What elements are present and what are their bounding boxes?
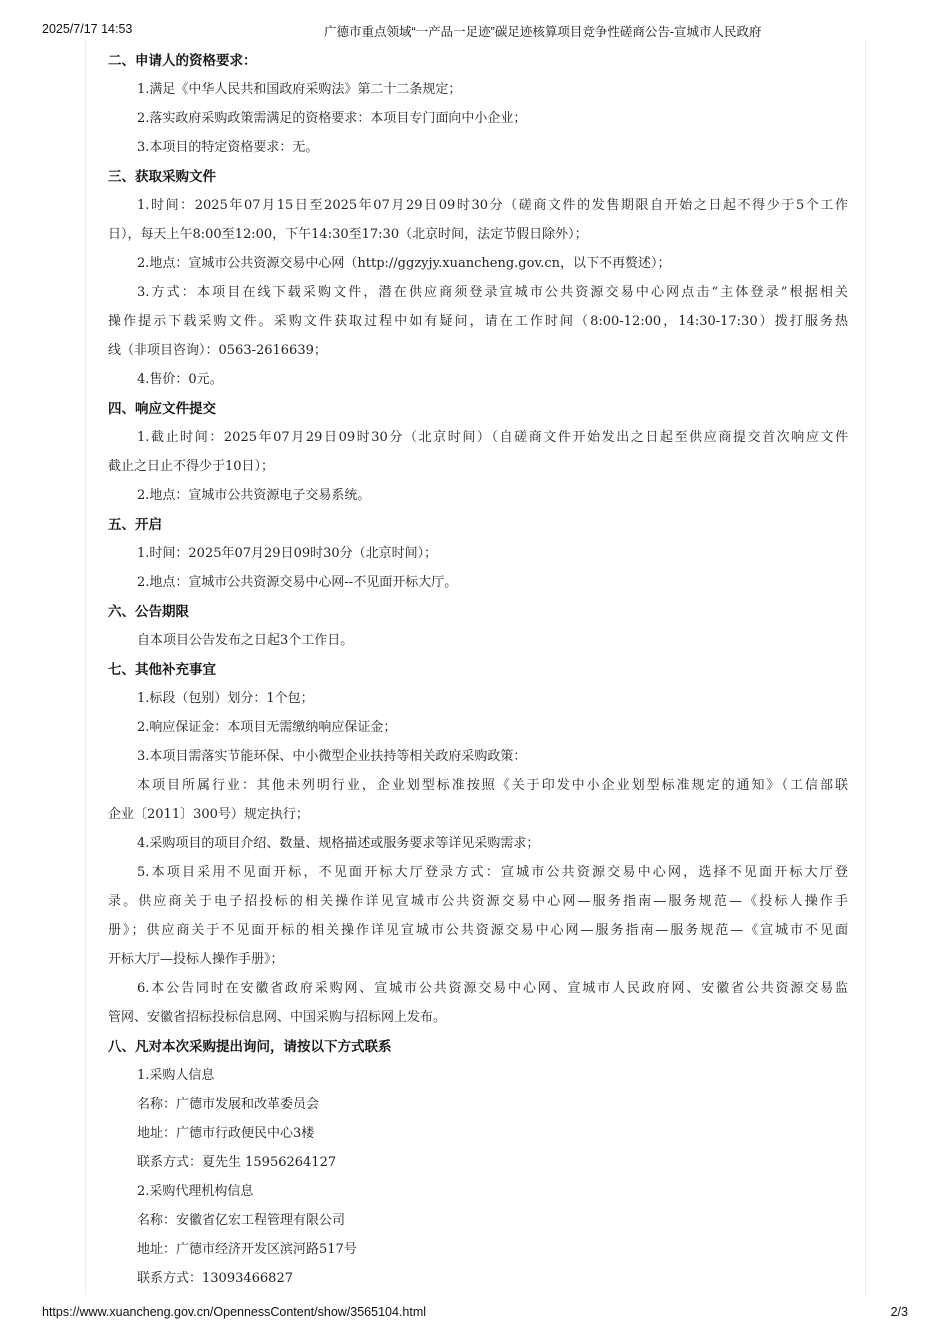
section-heading: 二、申请人的资格要求： <box>108 53 257 69</box>
paragraph-line: 开标大厅—投标人操作手册》； <box>108 952 284 967</box>
paragraph-line: 2.地点：宣城市公共资源交易中心网（http://ggzyjy.xuancheng.gov.cn，以下不再赘述）； <box>137 256 671 271</box>
paragraph-line: 2.采购代理机构信息 <box>137 1184 254 1199</box>
section-heading: 八、凡对本次采购提出询问，请按以下方式联系 <box>108 1039 392 1055</box>
paragraph-line: 录。供应商关于电子招投标的相关操作详见宣城市公共资源交易中心网—服务指南—服务规范—《投标人操作手 <box>108 894 848 909</box>
paragraph-line: 截止之日止不得少于10日）； <box>108 459 275 474</box>
paragraph-line: 1.时间：2025年07月15日至2025年07月29日09时30分（磋商文件的发售期限自开始之日起不得少于5个工作 <box>137 198 848 213</box>
paragraph-line: 3.本项目的特定资格要求：无。 <box>137 140 319 155</box>
paragraph-line: 自本项目公告发布之日起3个工作日。 <box>137 633 354 648</box>
paragraph-line: 2.响应保证金：本项目无需缴纳响应保证金； <box>137 720 397 735</box>
paragraph-line: 2.地点：宣城市公共资源电子交易系统。 <box>137 488 371 503</box>
paragraph-line: 企业〔2011〕300号）规定执行； <box>108 807 309 822</box>
paragraph-line: 名称：广德市发展和改革委员会 <box>137 1097 320 1112</box>
paragraph-line: 2.地点：宣城市公共资源交易中心网--不见面开标大厅。 <box>137 575 458 590</box>
section-heading: 四、响应文件提交 <box>108 401 216 417</box>
page-number: 2/3 <box>890 1305 908 1319</box>
paragraph-line: 线（非项目咨询）：0563-2616639； <box>108 343 327 358</box>
paragraph-line: 地址：广德市经济开发区滨河路517号 <box>137 1242 357 1257</box>
paragraph-line: 本项目所属行业：其他未列明行业，企业划型标准按照《关于印发中小企业划型标准规定的通知》（工信部联 <box>137 778 848 793</box>
paragraph-line: 2.落实政府采购政策需满足的资格要求：本项目专门面向中小企业； <box>137 111 527 126</box>
paragraph-line: 日），每天上午8:00至12:00，下午14:30至17:30（北京时间，法定节假日除外）； <box>108 227 588 242</box>
paragraph-line: 地址：广德市行政便民中心3楼 <box>137 1126 315 1141</box>
print-header <box>42 22 908 40</box>
paragraph-line: 操作提示下载采购文件。采购文件获取过程中如有疑问，请在工作时间（8:00-12:00，14:30-17:30）拨打服务热 <box>108 314 848 329</box>
paragraph-line: 3.本项目需落实节能环保、中小微型企业扶持等相关政府采购政策： <box>137 749 527 764</box>
print-footer <box>42 1305 908 1323</box>
section-heading: 七、其他补充事宜 <box>108 662 216 678</box>
paragraph-line: 5.本项目采用不见面开标，不见面开标大厅登录方式：宣城市公共资源交易中心网，选择不见面开标大厅登 <box>137 865 848 880</box>
paragraph-line: 3.方式：本项目在线下载采购文件，潜在供应商须登录宣城市公共资源交易中心网点击“主体登录”根据相关 <box>137 285 848 300</box>
section-heading: 五、开启 <box>108 517 162 533</box>
paragraph-line: 联系方式：夏先生 15956264127 <box>137 1155 337 1170</box>
paragraph-line: 4.售价：0元。 <box>137 372 223 387</box>
paragraph-line: 管网、安徽省招标投标信息网、中国采购与招标网上发布。 <box>108 1010 447 1025</box>
paragraph-line: 册》；供应商关于不见面开标的相关操作详见宣城市公共资源交易中心网—服务指南—服务规范—《宣城市不见面 <box>108 923 848 938</box>
print-date: 2025/7/17 14:53 <box>42 22 133 36</box>
section-heading: 三、获取采购文件 <box>108 169 216 185</box>
paragraph-line: 1.标段（包别）划分：1个包； <box>137 691 314 706</box>
paragraph-line: 4.采购项目的项目介绍、数量、规格描述或服务要求等详见采购需求； <box>137 836 540 851</box>
announcement-content <box>108 47 848 1294</box>
paragraph-line: 名称：安徽省亿宏工程管理有限公司 <box>137 1213 346 1228</box>
section-heading: 六、公告期限 <box>108 604 189 620</box>
paragraph-line: 1.采购人信息 <box>137 1068 215 1083</box>
paragraph-line: 6.本公告同时在安徽省政府采购网、宣城市公共资源交易中心网、宣城市人民政府网、安徽省公共资源交易监 <box>137 981 848 996</box>
paragraph-line: 1.满足《中华人民共和国政府采购法》第二十二条规定； <box>137 82 462 97</box>
paragraph-line: 1.截止时间：2025年07月29日09时30分（北京时间）（自磋商文件开始发出之日起至供应商提交首次响应文件 <box>137 430 848 445</box>
paragraph-line: 联系方式：13093466827 <box>137 1271 293 1286</box>
print-url: https://www.xuancheng.gov.cn/OpennessContent/show/3565104.html <box>42 1305 427 1319</box>
print-title: 广德市重点领域“一产品一足迹”碳足迹核算项目竞争性磋商公告-宣城市人民政府 <box>324 25 762 39</box>
paragraph-line: 1.时间：2025年07月29日09时30分（北京时间）； <box>137 546 438 561</box>
